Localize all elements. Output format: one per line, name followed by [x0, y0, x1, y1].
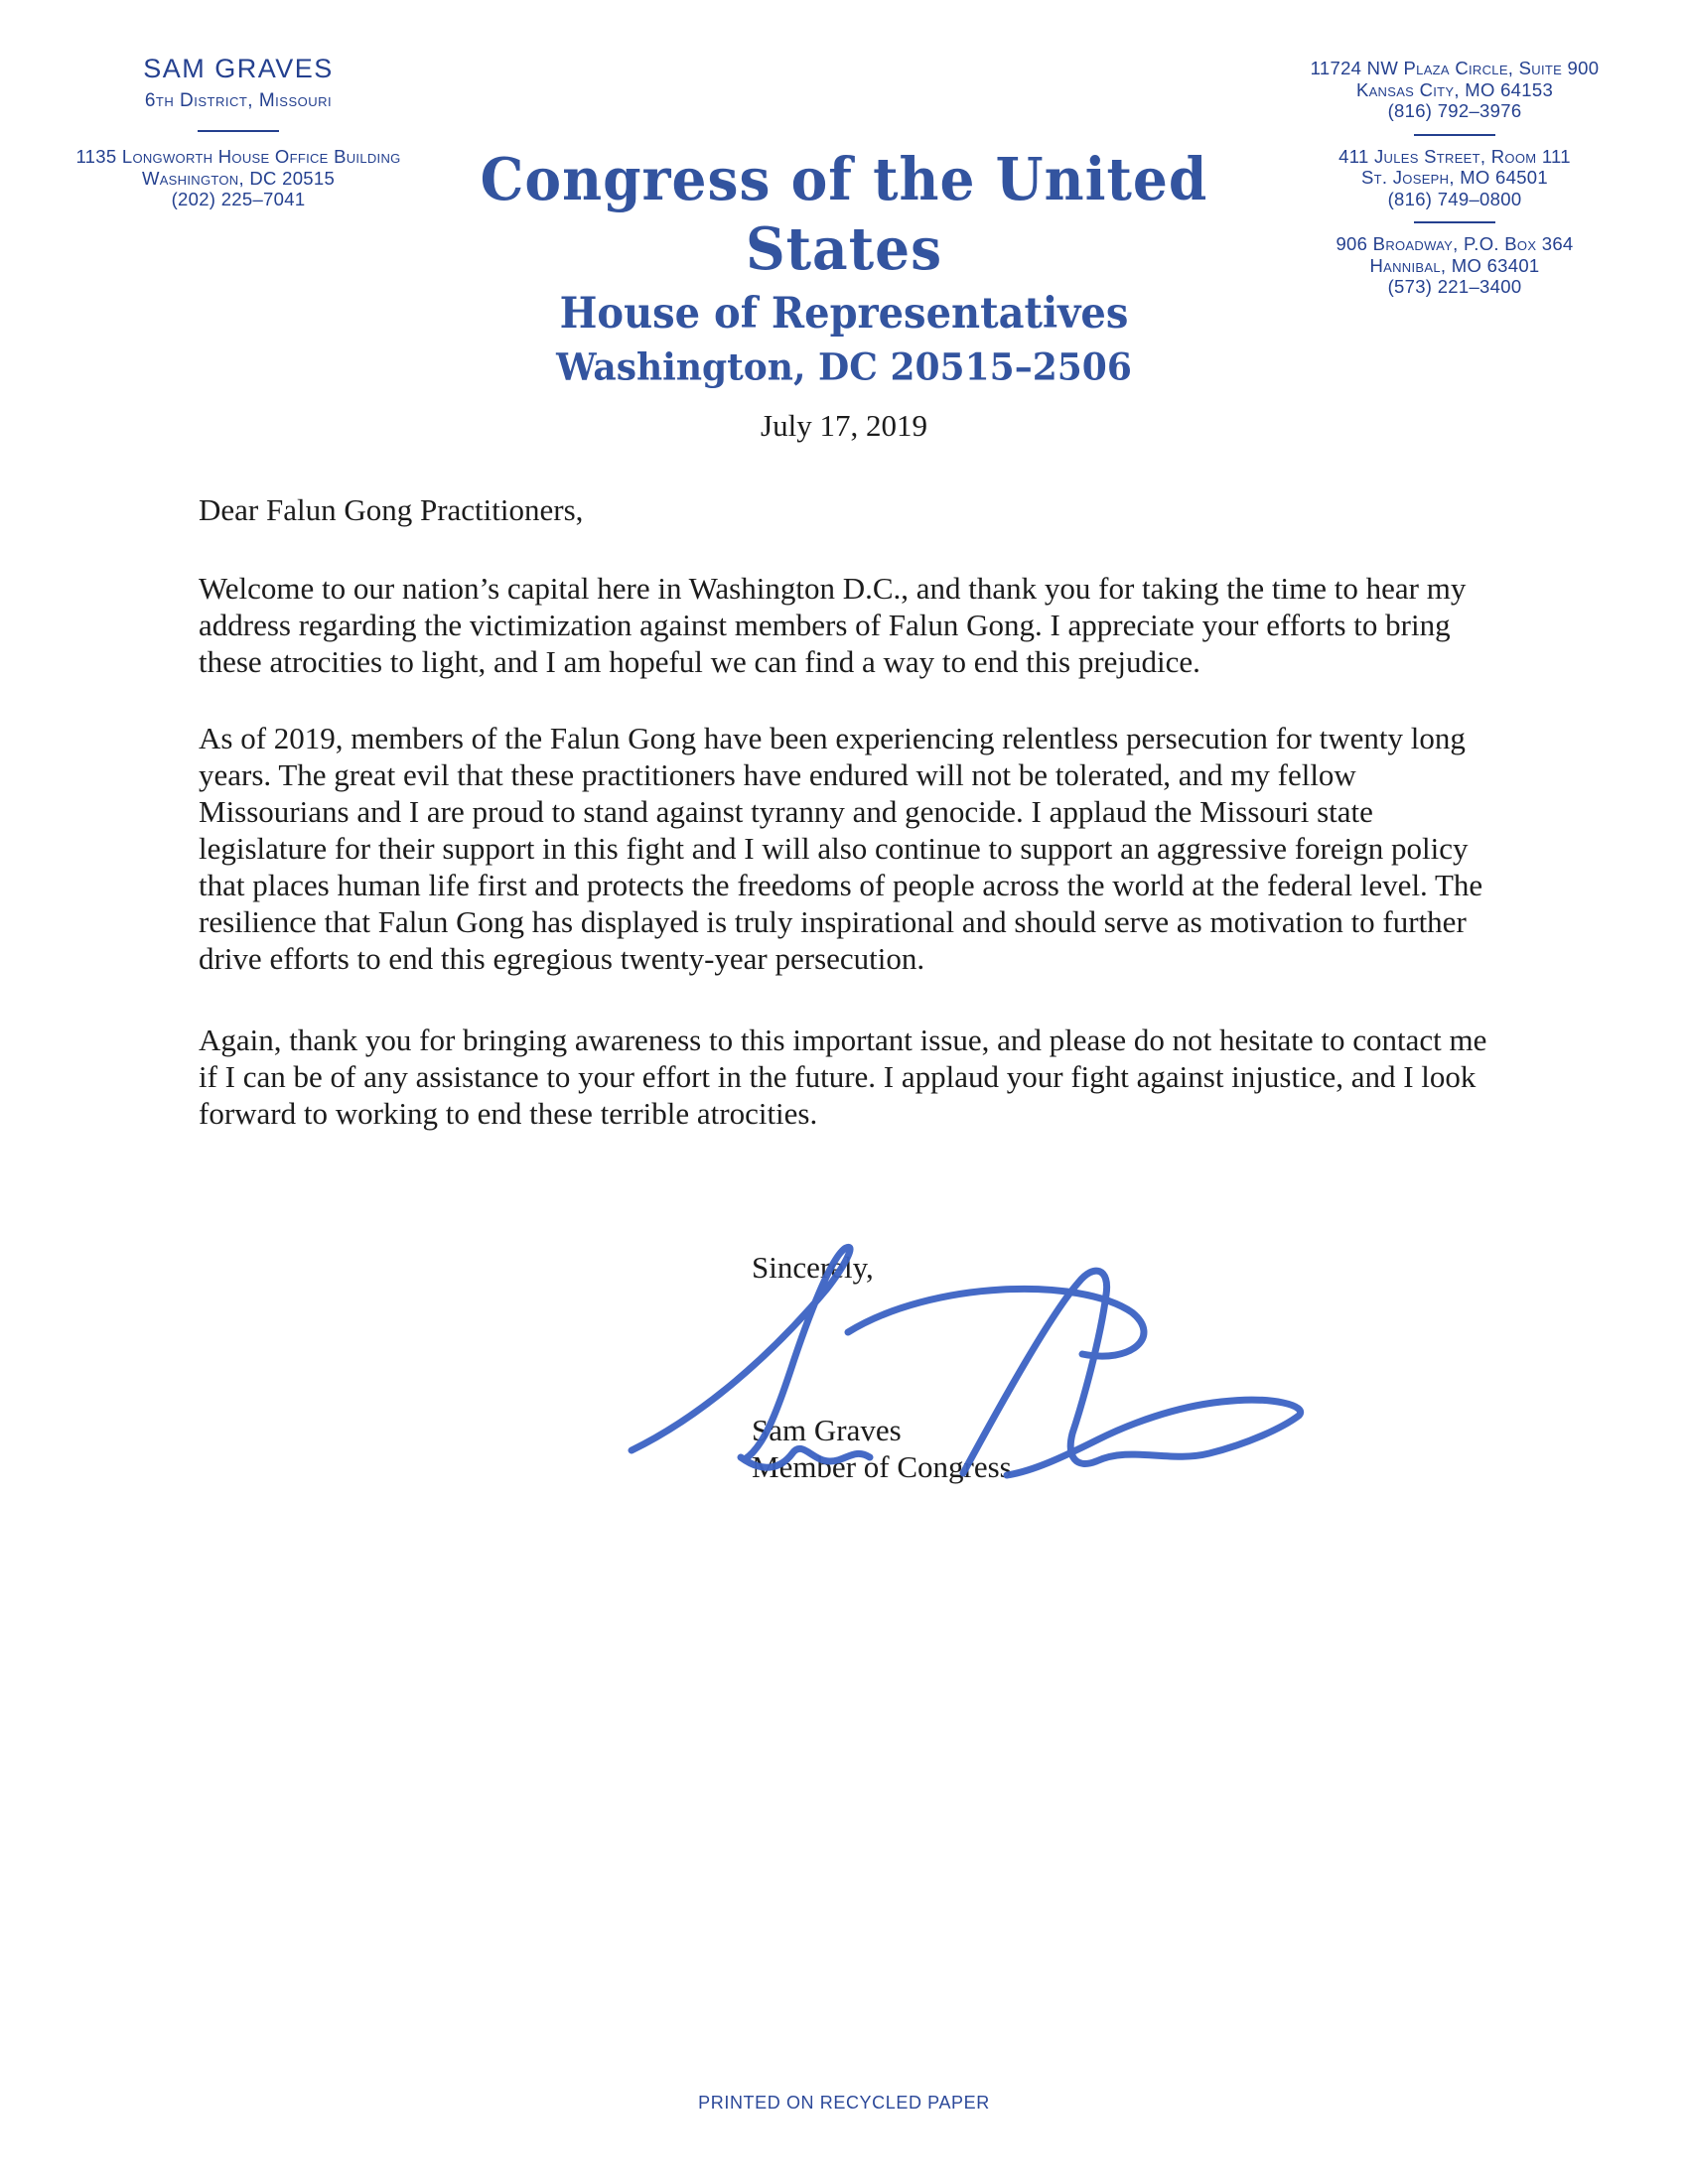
washington-address-line: Washington, DC 20515–2506 — [556, 344, 1132, 390]
closing-word: Sincerely, — [752, 1250, 874, 1285]
address-line: (816) 792–3976 — [1387, 100, 1522, 121]
recycled-paper-note: PRINTED ON RECYCLED PAPER — [698, 2093, 990, 2113]
member-name: SAM GRAVES — [143, 54, 334, 83]
divider-line — [198, 130, 279, 132]
address-line: (202) 225–7041 — [171, 189, 306, 209]
address-line: St. Joseph, MO 64501 — [1361, 167, 1548, 188]
signature-space — [752, 1286, 1489, 1412]
paragraph-1: Welcome to our nation’s capital here in Washington D.C., and thank you for taking the time to hear my address regarding the victimization against members of Falun Gong. I appreciate your efforts to bring these atrocities to light, and I am hopeful we can find a way to end this prejudice. — [199, 571, 1467, 679]
paragraph-3: Again, thank you for bringing awareness to this important issue, and please do not hesitate to contact me if I can be of any assistance to your effort in the future. I applaud your fight against injustice, and I look forward to working to end these terrible atrocities. — [199, 1023, 1487, 1131]
address-line: 906 Broadway, P.O. Box 364 — [1336, 233, 1574, 254]
address-line: 411 Jules Street, Room 111 — [1338, 145, 1571, 167]
district-office-st-joseph — [1291, 146, 1618, 210]
address-line: Kansas City, MO 64153 — [1355, 78, 1554, 100]
letterhead-left-block — [60, 54, 417, 210]
address-line: Hannibal, MO 63401 — [1369, 254, 1540, 276]
signer-name: Sam Graves — [752, 1413, 902, 1447]
address-line: (573) 221–3400 — [1387, 276, 1522, 297]
house-subtitle: House of Representatives — [559, 288, 1129, 339]
paragraph-2: As of 2019, members of the Falun Gong have been experiencing relentless persecution for twenty long years. The great evil that these practitioners have endured will not be tolerated, and my fellow Missourians and I are proud to stand against tyranny and genocide. I applaud the Missouri state legislature for their support in this fight and I will also continue to support an aggressive foreign policy that places human life first and protects the freedoms of people across the world at the federal level. The resilience that Falun Gong has displayed is truly inspirational and should serve as motivation to further drive efforts to end this egregious twenty-year persecution. — [199, 721, 1483, 976]
divider-line — [1414, 221, 1495, 223]
congress-title: Congress of the United States — [480, 143, 1208, 284]
signer-title: Member of Congress — [752, 1449, 1012, 1484]
dc-office-address — [60, 146, 417, 210]
salutation: Dear Falun Gong Practitioners, — [199, 492, 584, 527]
district-office-kansas-city — [1291, 58, 1618, 122]
divider-line — [1414, 134, 1495, 136]
district-office-hannibal — [1291, 233, 1618, 298]
address-line: 1135 Longworth House Office Building — [75, 146, 401, 167]
letterhead-title-block — [417, 143, 1271, 390]
member-district: 6th District, Missouri — [144, 90, 333, 111]
address-line: Washington, DC 20515 — [141, 167, 336, 189]
letter-body — [199, 407, 1489, 1485]
letterhead-right-block — [1291, 58, 1618, 298]
letter-date: July 17, 2019 — [761, 408, 927, 443]
closing-block — [752, 1249, 1489, 1485]
address-line: (816) 749–0800 — [1387, 188, 1522, 209]
address-line: 11724 NW Plaza Circle, Suite 900 — [1310, 58, 1600, 78]
